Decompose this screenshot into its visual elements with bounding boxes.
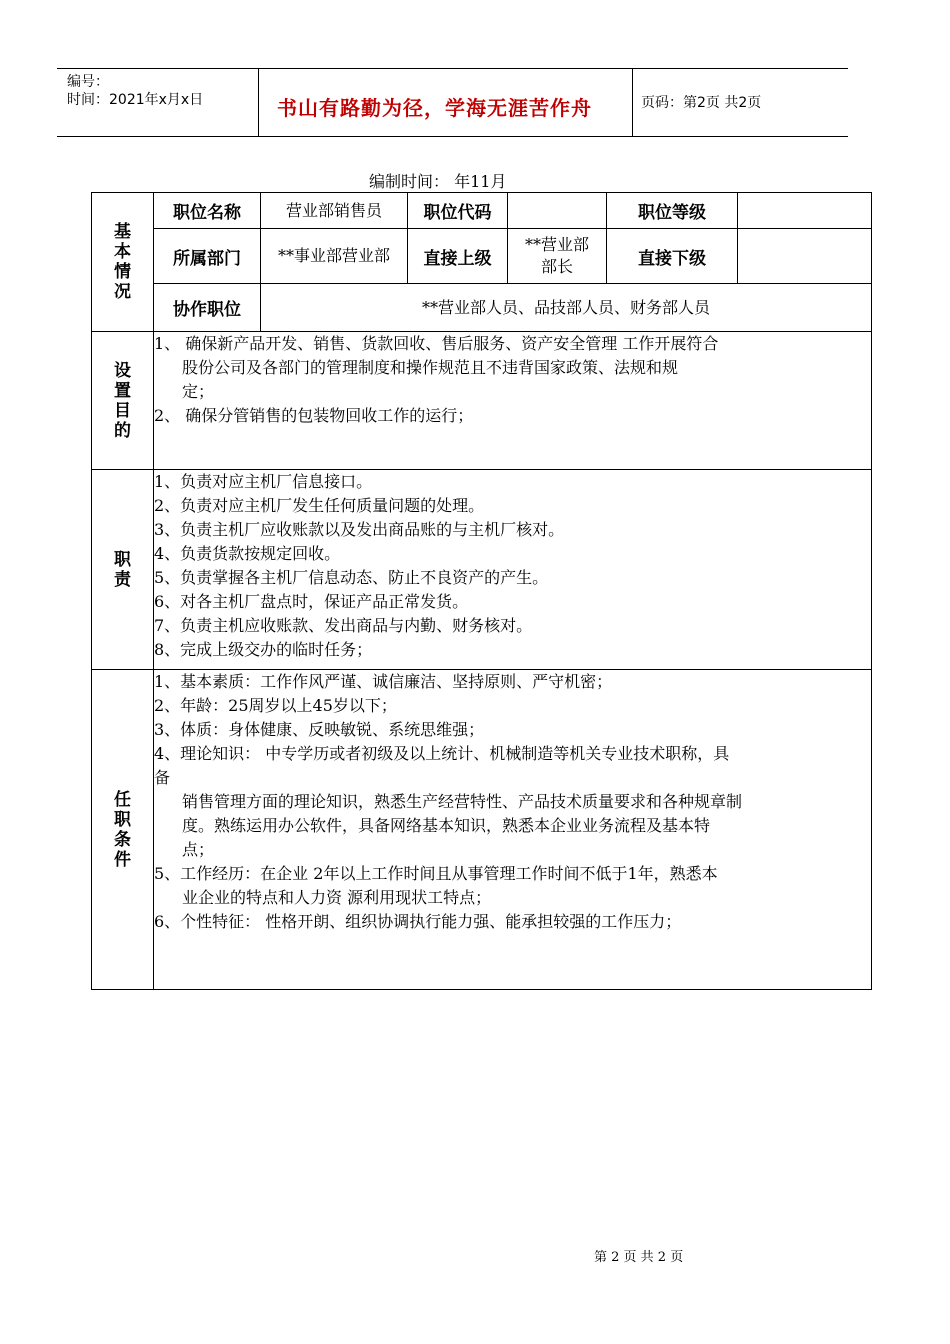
position-name-label: 职位名称 [154,193,261,229]
requirement-line: 备 [154,768,171,787]
position-code-value [508,193,607,229]
purpose-line: 2、 确保分管销售的包装物回收工作的运行； [154,406,474,425]
requirement-line: 2、年龄：25周岁以上45岁以下； [154,696,397,715]
duty-line: 1、负责对应主机厂信息接口。 [154,472,373,491]
basic-row-2 [92,229,872,284]
header-divider-left [258,68,259,136]
duty-line: 2、负责对应主机厂发生任何质量问题的处理。 [154,496,485,515]
position-code-label: 职位代码 [408,193,508,229]
requirement-line: 1、基本素质：工作作风严谨、诚信廉洁、坚持原则、严守机密； [154,672,613,691]
section-basic-label: 基本情况 [114,222,131,302]
header-top-rule [57,68,848,69]
department-label: 所属部门 [154,229,261,284]
superior-label: 直接上级 [408,229,508,284]
purpose-content [154,332,872,470]
requirement-line: 度。熟练运用办公软件，具备网络基本知识，熟悉本企业业务流程及基本特 [182,816,711,835]
requirements-row [92,670,872,990]
purpose-line: 1、 确保新产品开发、销售、货款回收、售后服务、资产安全管理 工作开展符合 [154,334,719,353]
section-purpose [92,332,154,470]
requirement-line: 4、理论知识： 中专学历或者初级及以上统计、机械制造等机关专业技术职称，具 [154,744,730,763]
requirement-line: 点； [182,840,215,859]
requirements-content [154,670,872,990]
position-name-value: 营业部销售员 [261,193,408,229]
basic-row-1 [92,193,872,229]
header-page-label: 页码：第2页 共2页 [641,95,762,111]
duty-line: 5、负责掌握各主机厂信息动态、防止不良资产的产生。 [154,568,549,587]
section-duties [92,470,154,670]
requirement-line: 5、工作经历：在企业 2年以上工作时间且从事管理工作时间不低于1年，熟悉本 [154,864,718,883]
duty-line: 6、对各主机厂盘点时，保证产品正常发货。 [154,592,469,611]
document-number-label: 编号： [67,74,109,90]
footer-page-number: 第 2 页 共 2 页 [594,1250,684,1265]
duty-line: 4、负责货款按规定回收。 [154,544,341,563]
position-level-label: 职位等级 [607,193,738,229]
duty-line: 3、负责主机厂应收账款以及发出商品账的与主机厂核对。 [154,520,565,539]
header-divider-right [632,68,633,136]
section-requirements-label: 任职条件 [114,789,131,870]
purpose-line: 股份公司及各部门的管理制度和操作规范且不违背国家政策、法规和规 [182,358,679,377]
section-requirements [92,670,154,990]
duty-line: 8、完成上级交办的临时任务； [154,640,373,659]
subordinate-label: 直接下级 [607,229,738,284]
section-basic [92,193,154,332]
department-value: **事业部营业部 [261,229,408,284]
job-description-table [91,192,872,990]
header-bottom-rule [57,136,848,137]
basic-row-3 [92,284,872,332]
superior-value: **营业部部长 [508,229,607,284]
section-duties-label: 职责 [114,549,131,590]
purpose-row [92,332,872,470]
header-motto: 书山有路勤为径，学海无涯苦作舟 [277,96,592,120]
position-level-value [738,193,872,229]
requirement-line: 业企业的特点和人力资 源利用现状工特点； [182,888,492,907]
duty-line: 7、负责主机应收账款、发出商品与内勤、财务核对。 [154,616,533,635]
requirement-line: 6、个性特征： 性格开朗、组织协调执行能力强、能承担较强的工作压力； [154,912,682,931]
duties-row [92,470,872,670]
requirement-line: 3、体质：身体健康、反映敏锐、系统思维强； [154,720,485,739]
cooperation-value: **营业部人员、品技部人员、财务部人员 [261,284,872,332]
requirement-line: 销售管理方面的理论知识，熟悉生产经营特性、产品技术质量要求和各种规章制 [182,792,743,811]
section-purpose-label: 设置目的 [114,360,131,441]
duties-content [154,470,872,670]
subordinate-value [738,229,872,284]
compile-time: 编制时间： 年11月 [369,172,507,191]
document-date: 时间：2021年x月x日 [67,92,204,108]
cooperation-label: 协作职位 [154,284,261,332]
purpose-line: 定； [182,382,215,401]
